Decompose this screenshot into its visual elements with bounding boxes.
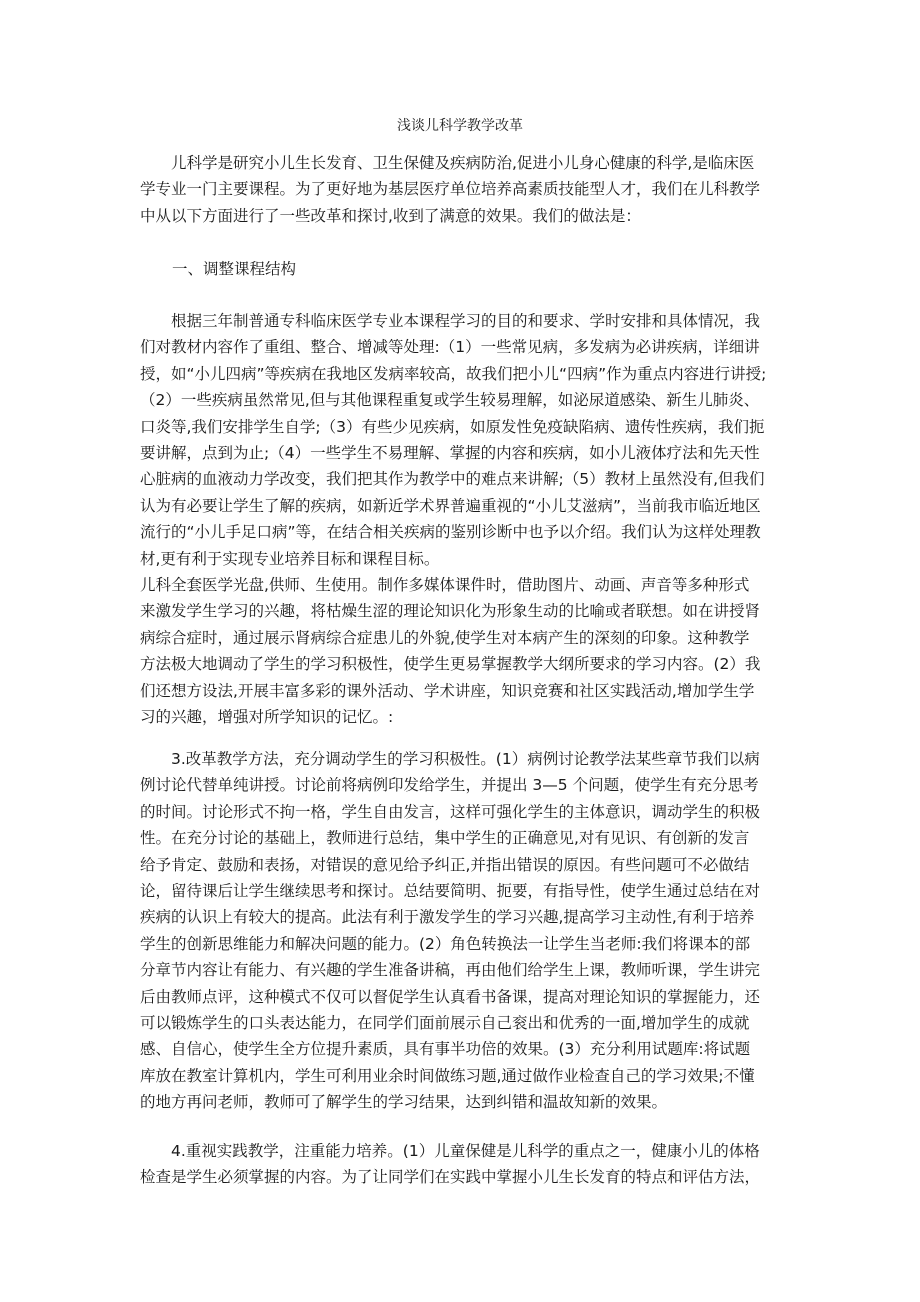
text-line: 心脏病的血液动力学改变，我们把其作为教学中的难点来讲解;（5）教材上虽然没有,但我们 <box>140 470 765 489</box>
section3-paragraph <box>140 746 784 1115</box>
text-line: 论，留待课后让学生继续思考和探讨。总结要简明、扼要，有指导性，使学生通过总结在对 <box>140 881 761 900</box>
text-line: 4.重视实践教学，注重能力培养。(1）儿童保健是儿科学的重点之一，健康小儿的体格 <box>140 1142 760 1160</box>
text-line: 习的兴趣，增强对所学知识的记忆。: <box>140 707 394 726</box>
document-title: 浅谈儿科学教学改革 <box>397 118 523 134</box>
section-heading-1: 一、调整课程结构 <box>172 260 297 278</box>
text-line: 儿科全套医学光盘,供师、生使用。制作多媒体课件时，借助图片、动画、声音等多种形式 <box>140 576 750 594</box>
text-line: 检查是学生必须掌握的内容。为了让同学们在实践中掌握小儿生长发育的特点和评估方法， <box>140 1168 761 1187</box>
text-line: 感、自信心，使学生全方位提升素质，具有事半功倍的效果。(3）充分利用试题库:将试题 <box>140 1040 751 1059</box>
section4-paragraph <box>140 1138 784 1191</box>
text-line: 方法极大地调动了学生的学习积极性，使学生更易掌握教学大纲所要求的学习内容。(2）我 <box>140 655 761 674</box>
text-line: 后由教师点评，这种模式不仅可以督促学生认真看书备课，提高对理论知识的掌握能力，还 <box>140 987 761 1006</box>
text-line: 流行的“小儿手足口病”等，在结合相关疾病的鉴别诊断中也予以介绍。我们认为这样处理教 <box>140 523 761 542</box>
text-line: 3.改革教学方法，充分调动学生的学习积极性。(1）病例讨论教学法某些章节我们以病 <box>140 750 760 768</box>
text-line: 疾病的认识上有较大的提高。此法有利于激发学生的学习兴趣,提高学习主动性,有利于培养 <box>140 908 755 927</box>
text-line: 可以锻炼学生的口头表达能力，在同学们面前展示自己衮出和优秀的一面,增加学生的成就 <box>140 1013 750 1032</box>
section2-paragraph <box>140 572 784 730</box>
text-line: 口炎等,我们安排学生自学;（3）有些少见疾病，如原发性免疫缺陷病、遗传性疾病，我们扼 <box>140 417 765 436</box>
text-line: 例讨论代替单纯讲授。讨论前将病例印发给学生，并提出 3—5 个问题，使学生有充分思考 <box>140 776 759 795</box>
text-line: 授，如“小儿四病”等疾病在我地区发病率较高，故我们把小儿“四病”作为重点内容进行讲授; <box>140 364 767 383</box>
text-line: 材,更有利于实现专业培养目标和课程目标。 <box>140 549 440 568</box>
text-line: 的地方再问老师，教师可了解学生的学习结果，达到纠错和温故知新的效果。 <box>140 1093 668 1112</box>
text-line: 分章节内容让有能力、有兴趣的学生准备讲稿，再由他们给学生上课，教师听课，学生讲完 <box>140 961 761 980</box>
text-line: 根据三年制普通专科临床医学专业本课程学习的目的和要求、学时安排和具体情况，我 <box>140 312 761 330</box>
section1-paragraph <box>140 308 784 572</box>
text-line: 学生的创新思维能力和解决问题的能力。(2）角色转换法一让学生当老师:我们将课本的部 <box>140 934 751 953</box>
text-line: 儿科学是研究小儿生长发育、卫生保健及疾病防治,促进小儿身心健康的科学,是临床医 <box>140 154 755 172</box>
text-line: 中从以下方面进行了一些改革和探讨,收到了满意的效果。我们的做法是： <box>140 206 641 225</box>
text-line: 的时间。讨论形式不拘一格，学生自由发言，这样可强化学生的主体意识，调动学生的积极 <box>140 802 761 821</box>
text-line: 们对教材内容作了重组、整合、增减等处理:（1）一些常见病，多发病为必讲疾病，详细讲 <box>140 338 760 357</box>
text-line: 病综合症时，通过展示肾病综合症患儿的外貌,使学生对本病产生的深刻的印象。这种教学 <box>140 628 750 647</box>
text-line: 性。在充分讨论的基础上，教师进行总结，集中学生的正确意见,对有见识、有创新的发言 <box>140 829 750 848</box>
text-line: 认为有必要让学生了解的疾病，如新近学术界普遍重视的“小儿艾滋病”，当前我市临近地区 <box>140 496 761 515</box>
text-line: 给予肯定、鼓励和表扬，对错误的意见给予纠正,并指出错误的原因。有些问题可不必做结 <box>140 855 750 874</box>
text-line: 学专业一门主要课程。为了更好地为基层医疗单位培养高素质技能型人才，我们在儿科教学 <box>140 180 761 199</box>
text-line: 们还想方设法,开展丰富多彩的课外活动、学术讲座，知识竞赛和社区实践活动,增加学生学 <box>140 681 755 700</box>
text-line: 要讲解，点到为止;（4）一些学生不易理解、掌握的内容和疾病，如小儿液体疗法和先天性 <box>140 443 760 462</box>
intro-paragraph <box>140 150 784 229</box>
text-line: 来激发学生学习的兴趣，将枯燥生涩的理论知识化为形象生动的比喻或者联想。如在讲授肾 <box>140 602 761 621</box>
text-line: （2）一些疾病虽然常见,但与其他课程重复或学生较易理解，如泌尿道感染、新生儿肺炎、 <box>140 391 760 410</box>
text-line: 库放在教室计算机内，学生可利用业余时间做练习题,通过做作业检查自己的学习效果;不懂 <box>140 1066 755 1085</box>
